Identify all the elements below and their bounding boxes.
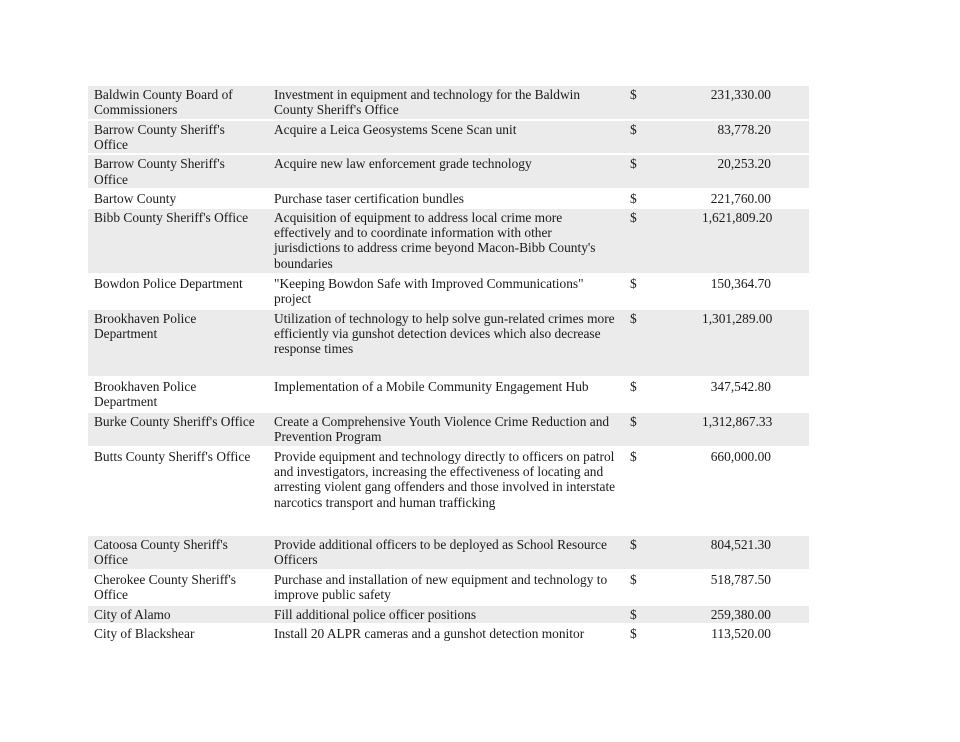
amount-cell: 20,253.20: [696, 155, 809, 189]
table-row: [88, 571, 809, 606]
description-cell: Investment in equipment and technology for the Baldwin County Sheriff's Office: [268, 86, 626, 121]
table-row: [88, 378, 809, 413]
amount-cell: 518,787.50: [696, 571, 809, 606]
description-cell: Acquire a Leica Geosystems Scene Scan unit: [268, 121, 626, 155]
table-row: [88, 155, 809, 189]
amount-cell: 113,520.00: [696, 625, 809, 660]
currency-cell: $: [626, 209, 696, 275]
description-cell: Install 20 ALPR cameras and a gunshot detection monitor: [268, 625, 626, 660]
currency-cell: $: [626, 625, 696, 660]
description-cell: Acquire new law enforcement grade technology: [268, 155, 626, 189]
currency-cell: $: [626, 448, 696, 536]
table-row: [88, 625, 809, 660]
table-row: [88, 536, 809, 571]
recipient-cell: Butts County Sheriff's Office: [88, 448, 268, 536]
table-row: [88, 448, 809, 536]
table-row: [88, 310, 809, 378]
grants-table-body: [88, 86, 809, 660]
table-row: [88, 275, 809, 310]
description-cell: Provide additional officers to be deployed as School Resource Officers: [268, 536, 626, 571]
amount-cell: 83,778.20: [696, 121, 809, 155]
recipient-cell: Baldwin County Board of Commissioners: [88, 86, 268, 121]
recipient-cell: Brookhaven Police Department: [88, 378, 268, 413]
description-cell: Purchase taser certification bundles: [268, 190, 626, 209]
currency-cell: $: [626, 155, 696, 189]
amount-cell: 1,621,809.20: [696, 209, 809, 275]
description-cell: Fill additional police officer positions: [268, 606, 626, 625]
recipient-cell: Catoosa County Sheriff's Office: [88, 536, 268, 571]
currency-cell: $: [626, 413, 696, 448]
currency-cell: $: [626, 536, 696, 571]
currency-cell: $: [626, 606, 696, 625]
currency-cell: $: [626, 275, 696, 310]
amount-cell: 259,380.00: [696, 606, 809, 625]
currency-cell: $: [626, 190, 696, 209]
table-row: [88, 190, 809, 209]
description-cell: Provide equipment and technology directly to officers on patrol and investigators, increasing the effectiveness of locating and arresting violent gang offenders and those involved in interstate narcotics transport and human trafficking: [268, 448, 626, 536]
recipient-cell: Bowdon Police Department: [88, 275, 268, 310]
amount-cell: 804,521.30: [696, 536, 809, 571]
amount-cell: 1,312,867.33: [696, 413, 809, 448]
recipient-cell: Cherokee County Sheriff's Office: [88, 571, 268, 606]
recipient-cell: Brookhaven Police Department: [88, 310, 268, 378]
recipient-cell: City of Alamo: [88, 606, 268, 625]
currency-cell: $: [626, 310, 696, 378]
amount-cell: 660,000.00: [696, 448, 809, 536]
table-row: [88, 121, 809, 155]
description-cell: "Keeping Bowdon Safe with Improved Communications" project: [268, 275, 626, 310]
recipient-cell: Barrow County Sheriff's Office: [88, 121, 268, 155]
amount-cell: 221,760.00: [696, 190, 809, 209]
currency-cell: $: [626, 121, 696, 155]
recipient-cell: Bartow County: [88, 190, 268, 209]
currency-cell: $: [626, 378, 696, 413]
description-cell: Acquisition of equipment to address local crime more effectively and to coordinate information with other jurisdictions to address crime beyond Macon-Bibb County's boundaries: [268, 209, 626, 275]
amount-cell: 150,364.70: [696, 275, 809, 310]
amount-cell: 347,542.80: [696, 378, 809, 413]
description-cell: Purchase and installation of new equipment and technology to improve public safety: [268, 571, 626, 606]
description-cell: Create a Comprehensive Youth Violence Crime Reduction and Prevention Program: [268, 413, 626, 448]
description-cell: Implementation of a Mobile Community Engagement Hub: [268, 378, 626, 413]
grants-table: [88, 86, 809, 660]
table-row: [88, 606, 809, 625]
recipient-cell: Burke County Sheriff's Office: [88, 413, 268, 448]
recipient-cell: Bibb County Sheriff's Office: [88, 209, 268, 275]
amount-cell: 231,330.00: [696, 86, 809, 121]
recipient-cell: City of Blackshear: [88, 625, 268, 660]
currency-cell: $: [626, 571, 696, 606]
recipient-cell: Barrow County Sheriff's Office: [88, 155, 268, 189]
description-cell: Utilization of technology to help solve gun-related crimes more efficiently via gunshot detection devices which also decrease response times: [268, 310, 626, 378]
amount-cell: 1,301,289.00: [696, 310, 809, 378]
table-row: [88, 86, 809, 121]
currency-cell: $: [626, 86, 696, 121]
table-row: [88, 413, 809, 448]
table-row: [88, 209, 809, 275]
